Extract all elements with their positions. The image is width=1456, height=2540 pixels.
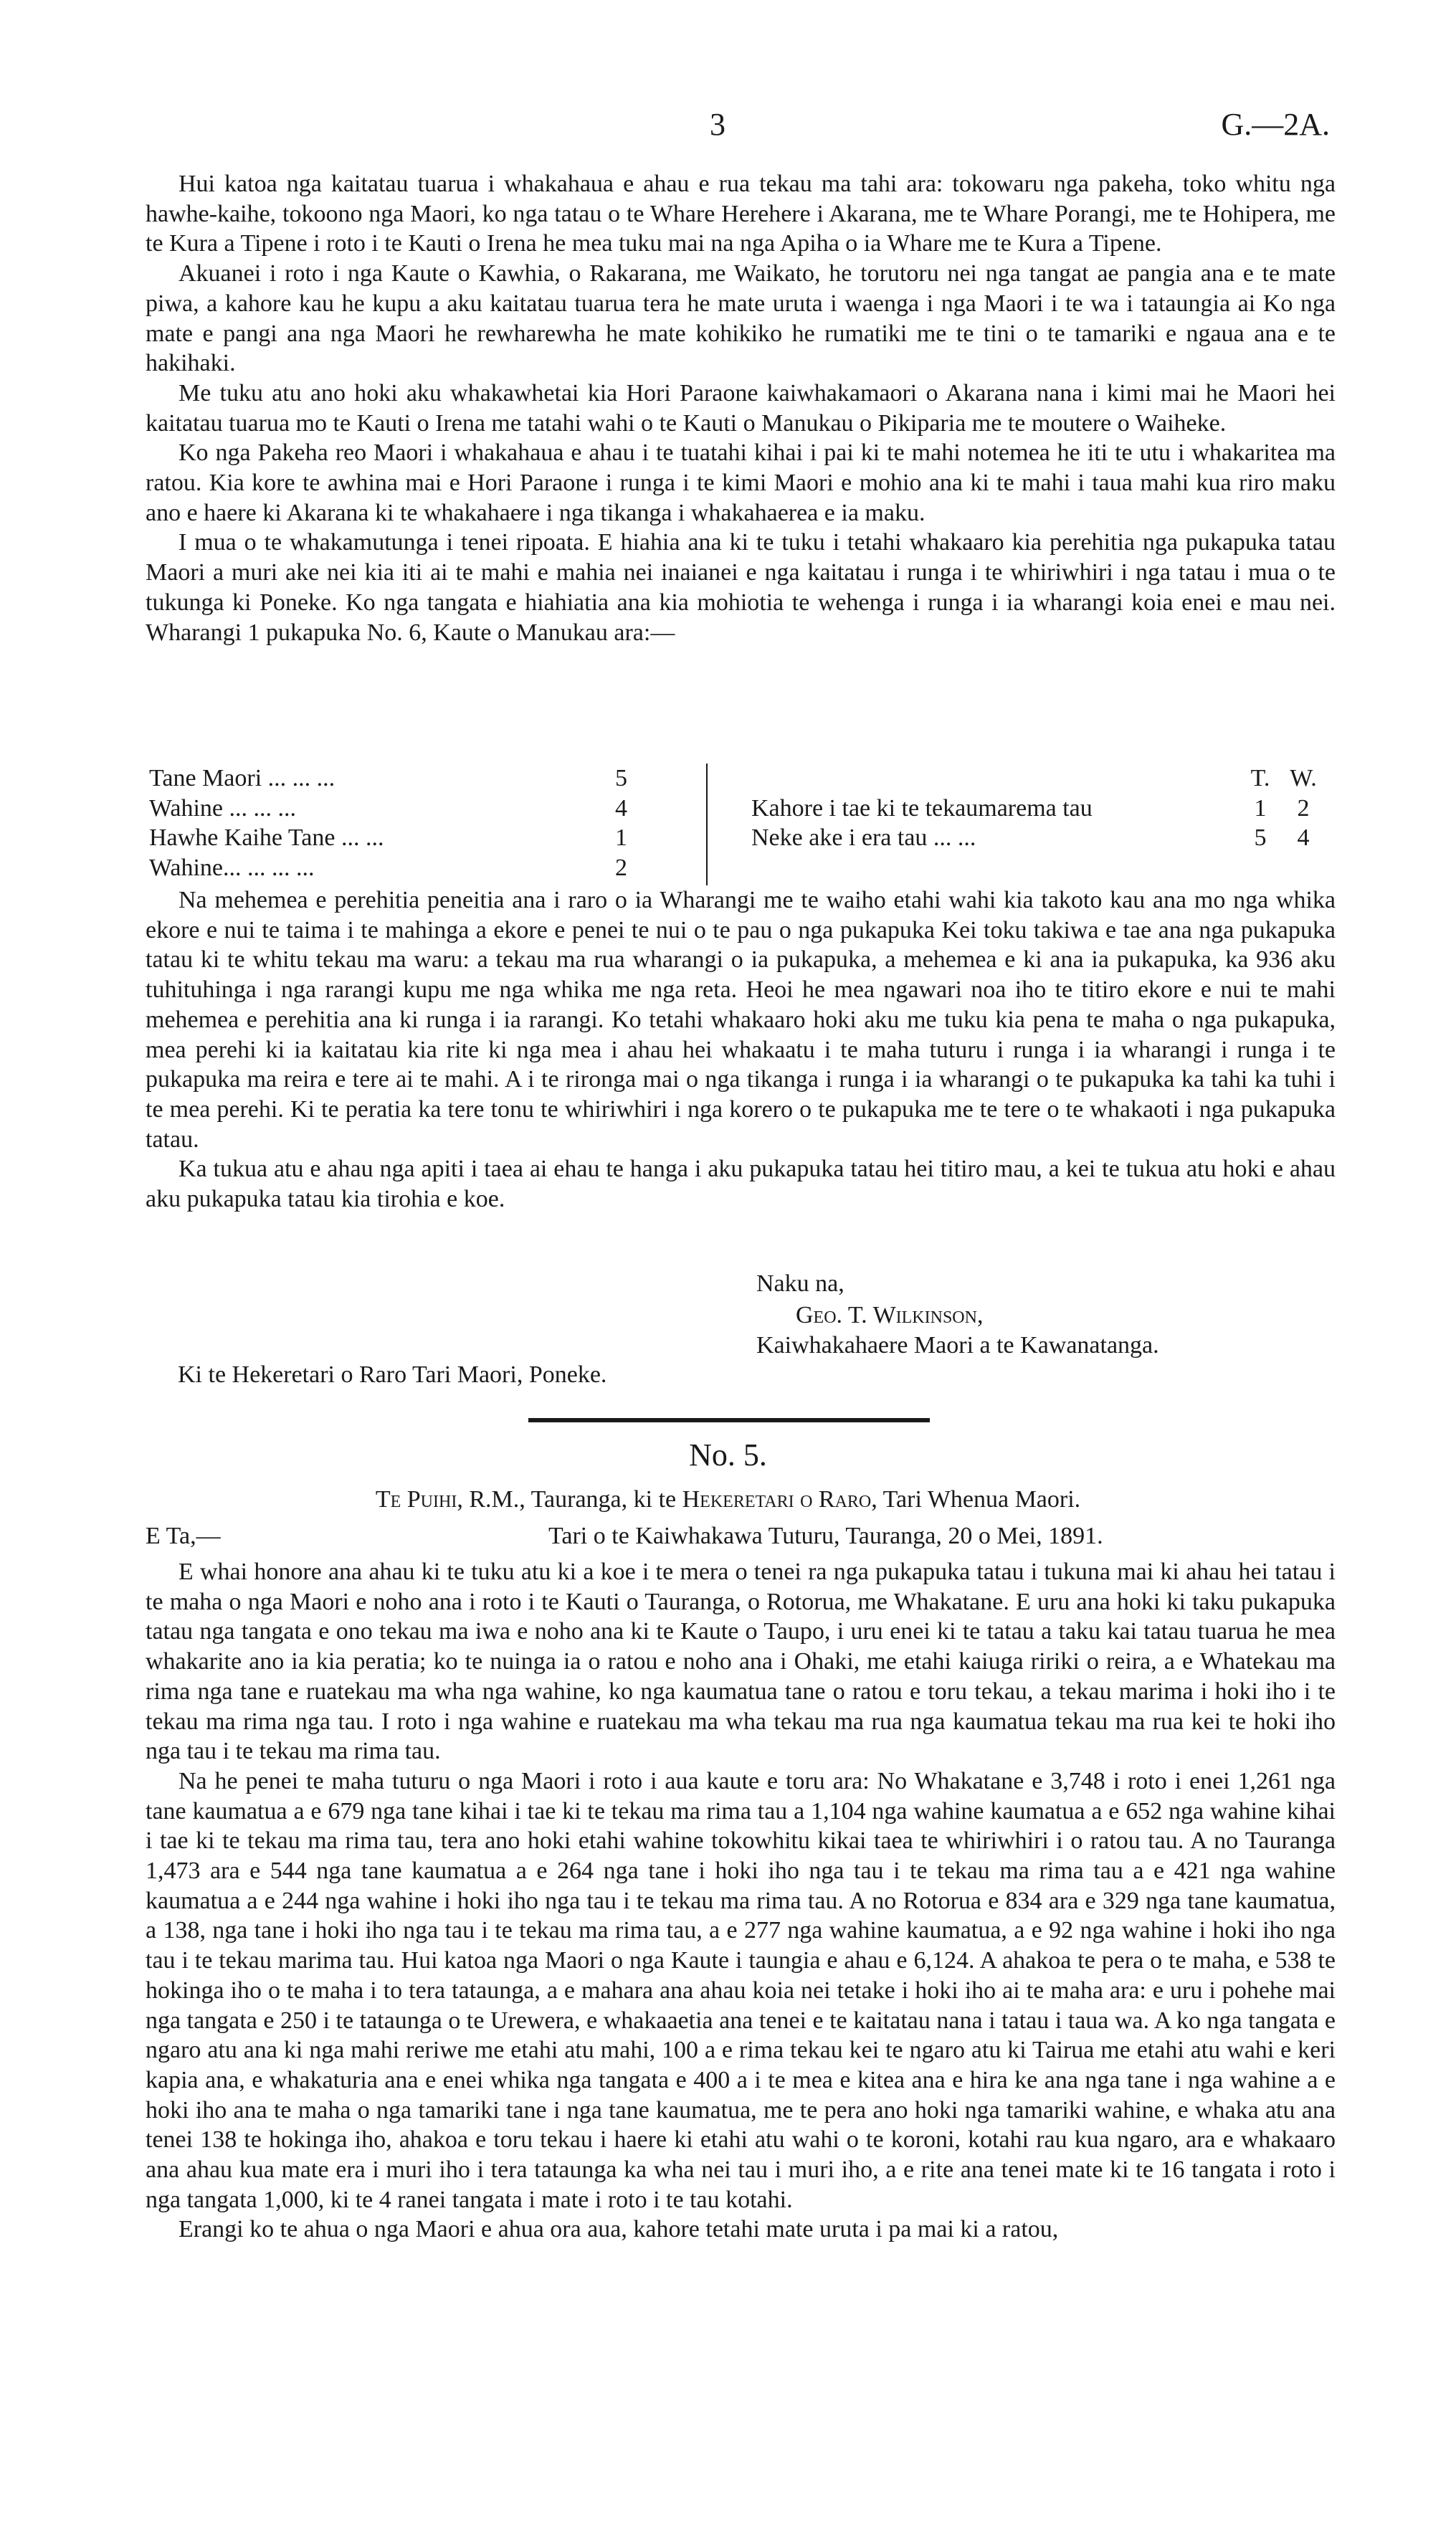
letter5-body <box>146 1557 1336 2245</box>
paragraph: Akuanei i roto i nga Kaute o Kawhia, o Rakarana, me Waikato, he torutoru nei nga tangat ae pangia ana e te mate piwa, a kahore kau he kupu a aku kaitatau tuarua tera he mate uruta i waenga i nga Maori i te wa i tataungia ai Ko nga mate e pangi ana nga Maori he rewharewha he mate kohikiko he rumatiki me te tini o te tamariki e ngaua ana e te hakihaki. <box>146 260 1336 377</box>
letter4-body-continued <box>146 885 1336 1214</box>
census-example-table <box>146 764 1336 885</box>
table-row <box>751 823 1325 853</box>
paragraph: Ko nga Pakeha reo Maori i whakahaua e ahau i te tuatahi kihai i pai ki te mahi notemea he iti te utu i whakaritea ma ratou. Kia kore te awhina mai e Hori Paraone i runga i te kimi Maori e mohio ana ki te mahi i taua mahi kua riro maku ano e haere ki Akarana ki te whakahaere i nga tikanga i whakahaerea e ia maku. <box>146 439 1336 526</box>
table-row <box>146 823 690 853</box>
letter-subtitle: Te Puihi, R.M., Tauranga, ki te Hekeretari o Raro, Tari Whenua Maori. <box>375 1486 1081 1513</box>
row-label: Tane Maori ... ... ... <box>149 765 336 791</box>
row-label: Wahine... ... ... ... <box>149 855 315 882</box>
row-value: 4 <box>615 794 627 822</box>
table-row <box>146 794 690 824</box>
table-row <box>751 794 1325 824</box>
paragraph: Erangi ko te ahua o nga Maori e ahua ora aua, kahore tetahi mate uruta i pa mai ki a ratou, <box>179 2216 1059 2243</box>
page-number: 3 <box>710 107 725 142</box>
signer-title: Kaiwhakahaere Maori a te Kawanatanga. <box>756 1332 1159 1359</box>
table-row <box>146 853 690 883</box>
table-row <box>146 764 690 794</box>
row-value: 5 <box>1254 824 1267 852</box>
paragraph: Me tuku atu ano hoki aku whakawhetai kia Hori Paraone kaiwhakamaori o Akarana nana i kimi mai he Maori hei kaitatau tuarua mo te Kauti o Irena me tatahi wahi o te Kauti o Manukau o Pikiparia me te moutere o Waiheke. <box>146 379 1336 437</box>
paragraph: Na he penei te maha tuturu o nga Maori i roto i aua kaute e toru ara: No Whakatane e 3,748 i roto i enei 1,261 nga tane kaumatua a e 679 nga tane kihai i tae ki te tekau ma rima tau a 1,104 nga wahine kaumatua a e 652 nga wahine kihai i tae ki te tekau ma rima tau, tera ano hoki etahi wahine tokowhitu kikai taea te whiriwhiri i o ratou tau. A no Tauranga 1,473 ara e 544 nga tane kaumatua a e 264 nga tane i hoki iho nga tau i te tekau ma rima tau a e 421 nga wahine kaumatua a e 244 nga wahine i hoki iho nga tau i te tekau ma rima tau. A no Rotorua e 834 ara e 329 nga tane kaumatua, a 138, nga tane i hoki iho nga tau i te tekau ma rima tau, a e 277 nga wahine kaumatua, a e 92 nga wahine i hoki iho nga tau i te tekau marima tau. Hui katoa nga Maori o nga Kaute i taungia e ahau e 6,124. A ahakoa te pera o te maha, e 538 te hokinga iho o te maha i to tera tataunga, a e mahara ana ahau koia nei tetake i hoki iho ai te maha ara: e uru i pohehe mai nga tangata e 250 i te tataunga o te Urewera, e whakaaetia ana tenei e te kaitatau nana i tatau i taua wa. A ko nga tangata e ngaro atu ana ki nga mahi reriwe me etahi atu mahi, 100 a e rima tekau kei te ngaro atu ki Tairua me etahi atu wahi e keri kapia ana, e whakaturia ana e enei whika nga tangata e 400 a i te mea e kitea ana e hira ke ana nga tane i nga wahine a e hoki iho ana te maha o nga tamariki tane i nga tane kaumatua, me te pera ano hoki nga tamariki wahine, e whaka atu ana tenei 138 te hokinga iho, ahakoa e toru tekau i haere ki etahi atu wahi o te koroni, kotahi rau kua ngaro, ara e whakaaro ana ahau kua mate era i muri iho i tera tataunga ka wha nei tau i muri iho, a e rite ana tenei mate ki te 16 tangata i roto i nga tangata 1,000, ki te 4 ranei tangata i mate i roto i te tau kotahi. <box>146 1767 1336 2213</box>
row-label: Kahore i tae ki te tekaumarema tau <box>751 794 1093 822</box>
table-left-column <box>146 764 690 883</box>
paragraph: Na mehemea e perehitia peneitia ana i raro o ia Wharangi me te waiho etahi wahi kia takoto kau ana mo nga whika ekore e nui te taima i te mahinga a ekore e penei te nui o te pau o nga pukapuka Kei toku takiwa e tae ana nga pukapuka tatau ki te whitu tekau ma waru: a tekau ma rua wharangi o ia pukapuka, a mehemea e ki ana ia pukapuka, ka 936 aku tuhituhinga i nga rarangi kupu me nga whika me nga reta. Heoi he mea ngawari noa iho te titiro ekore e nui te mahi mehemea e perehitia ana ki runga i ia rarangi. Ko tetahi whakaaro hoki aku me tuku kia pena te maha o nga pukapuka, mea perehi ki ia kaitatau kia rite ki nga mea i ahau hei whakaatu i te maha tuturu i runga i ia wharangi i runga i te pukapuka ma reira e tere ai te mahi. A i te rironga mai o nga tikanga i runga i ia wharangi o te pukapuka ka tahi ka tuhi i te mea perehi. Ki te peratia ka tere tonu te whiriwhiri i nga korero o te pukapuka me te tere o te whakaoti i nga pukapuka tatau. <box>146 887 1336 1153</box>
row-value: 2 <box>615 855 627 882</box>
signature: Geo. T. Wilkinson, <box>796 1302 984 1328</box>
dateline: Tari o te Kaiwhakawa Tuturu, Tauranga, 20 o Mei, 1891. <box>548 1523 1103 1549</box>
header-tane: T. <box>1250 765 1270 791</box>
paragraph: Ka tukua atu e ahau nga apiti i taea ai ehau te hanga i aku pukapuka tatau hei titiro mau, a kei te tukua atu hoki e ahau aku pukapuka tatau kia tirohia e koe. <box>146 1156 1336 1213</box>
salutation: E Ta,— <box>146 1523 221 1549</box>
paragraph: E whai honore ana ahau ki te tuku atu ki a koe i te mera o tenei ra nga pukapuka tatau i tukuna mai ki ahau hei tatau i te maha o nga Maori e noho ana i roto i te Kauti o Tauranga, o Rotorua, me Whakatane. E uru ana hoki ki taku pukapuka tatau nga tangata e ono tekau ma iwa e noho ana ki te Kaute o Taupo, i uru enei ki te tatau a taku kai tatau tuarua he mea whakarite ano ia kia peratia; ko te nuinga ia o ratou e noho ana i Ohaki, me etahi kaiuga ririki o reira, a e Whatekau ma rima nga tane e ruatekau ma wha nga wahine, ko nga kaumatua tane o ratou e toru tekau, a tekau marima i hoki iho i te tekau ma rima nga tau. I roto i nga wahine e ruatekau ma wha tekau ma rua nga kaumatua tekau ma rua kei te hoki iho nga tau i te tekau ma rima tau. <box>146 1559 1336 1765</box>
letter-number: No. 5. <box>689 1437 767 1473</box>
header-wahine: W. <box>1290 765 1317 791</box>
table-header-row <box>751 764 1325 794</box>
paragraph: I mua o te whakamutunga i tenei ripoata. E hiahia ana ki te tuku i tetahi whakaaro kia perehitia nga pukapuka tatau Maori a muri ake nei kia iti ai te mahi e mahia nei inaianei e nga kaitatau i runga i te whiriwhiri i nga tatau i mua o te tukunga ki Poneke. Ko nga tangata e hiahiatia ana kia mohiotia te wehenga i runga i ia wharangi koia enei e mau nei. Wharangi 1 pukapuka No. 6, Kaute o Manukau ara:— <box>146 529 1336 646</box>
row-value: 1 <box>1254 794 1267 822</box>
row-label: Neke ake i era tau ... ... <box>751 824 976 852</box>
letter4-body <box>146 169 1336 647</box>
paragraph: Hui katoa nga kaitatau tuarua i whakahaua e ahau e rua tekau ma tahi ara: tokowaru nga pakeha, toko whitu nga hawhe-kaihe, tokoono nga Maori, ko nga tatau o te Whare Herehere i Akarana, me te Whare Porangi, me te Hohipera, me te Kura a Tipene i roto i te Kauti o Irena he mea tuku mai na nga Apiha o ia Whare me te Kura a Tipene. <box>146 171 1336 257</box>
row-value: 2 <box>1297 794 1310 822</box>
document-reference: G.—2A. <box>1221 107 1330 142</box>
row-label: Hawhe Kaihe Tane ... ... <box>149 824 384 852</box>
row-label: Wahine ... ... ... <box>149 794 296 822</box>
row-value: 4 <box>1297 824 1310 852</box>
table-right-column <box>751 764 1325 853</box>
table-divider <box>706 764 708 885</box>
addressee: Ki te Hekeretari o Raro Tari Maori, Poneke. <box>178 1361 607 1388</box>
closing: Naku na, <box>756 1270 844 1297</box>
section-divider <box>528 1418 930 1422</box>
row-value: 5 <box>615 765 627 791</box>
row-value: 1 <box>615 824 627 852</box>
